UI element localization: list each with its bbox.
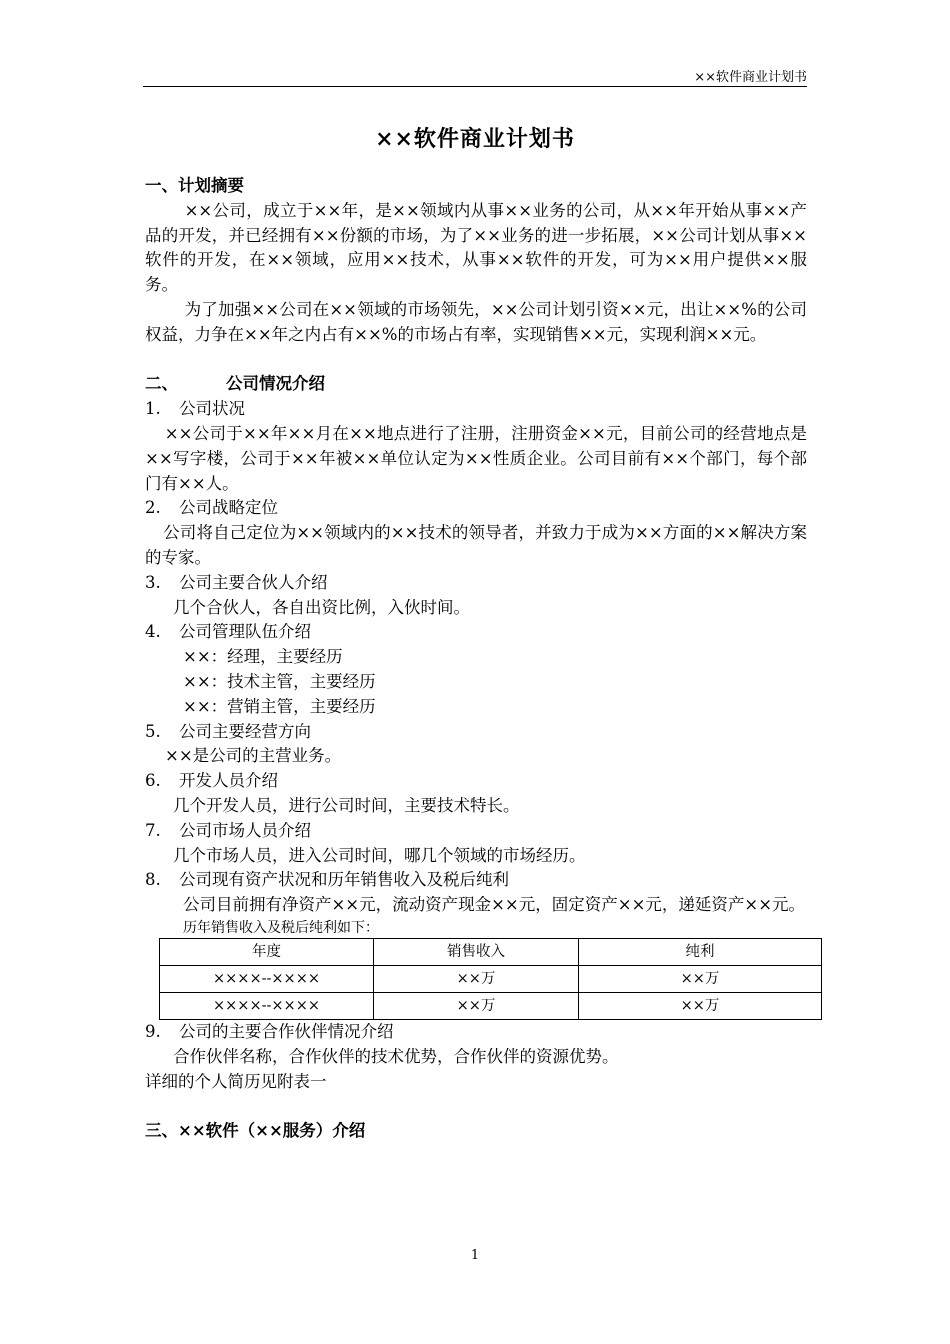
table-cell: ××万 [579, 992, 822, 1019]
item-3-text: 几个合伙人，各自出资比例，入伙时间。 [173, 597, 470, 617]
page-number: 1 [470, 1248, 480, 1263]
item-1-text: ××公司于××年××月在××地点进行了注册，注册资金××元，目前公司的经营地点是××写字楼，公司于××年被××单位认定为××性质企业。公司目前有××个部门，每个部门有××人。 [145, 423, 807, 493]
item-9-text: 合作伙伴名称，合作伙伴的技术优势，合作伙伴的资源优势。 [173, 1046, 619, 1066]
table-header-profit: 纯利 [579, 938, 822, 965]
item-2-text: 公司将自己定位为××领域内的××技术的领导者，并致力于成为××方面的××解决方案的专家。 [145, 523, 807, 567]
table-row [160, 965, 822, 992]
item-5-title: 5. 公司主要经营方向 [145, 721, 311, 741]
table-header-year: 年度 [160, 938, 374, 965]
resume-note: 详细的个人简历见附表一 [145, 1071, 327, 1091]
document-title: ××软件商业计划书 [375, 126, 575, 152]
table-cell: ××万 [579, 965, 822, 992]
manager-line: ××：技术主管，主要经历 [183, 671, 376, 691]
document-body [145, 174, 807, 1144]
table-caption: 历年销售收入及税后纯利如下： [183, 919, 379, 936]
item-6-text: 几个开发人员，进行公司时间，主要技术特长。 [173, 795, 520, 815]
item-2-title: 2. 公司战略定位 [145, 498, 278, 518]
manager-line: ××：营销主管，主要经历 [183, 696, 376, 716]
table-cell: ××××--×××× [160, 992, 374, 1019]
item-8-title: 8. 公司现有资产状况和历年销售收入及税后纯利 [145, 870, 509, 890]
item-7-title: 7. 公司市场人员介绍 [145, 820, 311, 840]
item-4-title: 4. 公司管理队伍介绍 [145, 622, 311, 642]
table-header-row [160, 938, 822, 965]
sales-profit-table [159, 938, 822, 1020]
item-3-title: 3. 公司主要合伙人介绍 [145, 572, 328, 592]
header-divider [143, 86, 807, 87]
item-5-text: ××是公司的主营业务。 [165, 746, 342, 766]
item-1-title: 1. 公司状况 [145, 399, 245, 419]
summary-paragraph-2: 为了加强××公司在××领域的市场领先，××公司计划引资××元，出让××%的公司权益，力争在××年之内占有××%的市场占有率，实现销售××元，实现利润××元。 [145, 299, 807, 344]
item-7-text: 几个市场人员，进入公司时间，哪几个领域的市场经历。 [173, 845, 586, 865]
table-header-sales: 销售收入 [374, 938, 579, 965]
table-cell: ××××--×××× [160, 965, 374, 992]
item-8-text: 公司目前拥有净资产××元，流动资产现金××元，固定资产××元，递延资产××元。 [182, 895, 806, 915]
running-header: ××软件商业计划书 [694, 70, 807, 85]
manager-line: ××：经理，主要经历 [183, 647, 343, 667]
section-1-heading: 一、计划摘要 [145, 176, 244, 195]
section-2-heading: 二、 公司情况介绍 [145, 374, 325, 394]
section-3-heading: 三、××软件（××服务）介绍 [145, 1121, 366, 1141]
table-cell: ××万 [374, 965, 579, 992]
item-9-title: 9. 公司的主要合作伙伴情况介绍 [145, 1021, 394, 1041]
summary-paragraph-1: ××公司，成立于××年，是××领域内从事××业务的公司，从××年开始从事××产品的开发，并已经拥有××份额的市场，为了××业务的进一步拓展，××公司计划从事××软件的开发，在××领域，应用××技术，从事××软件的开发，可为××用户提供××服务。 [145, 200, 807, 295]
table-cell: ××万 [374, 992, 579, 1019]
table-row [160, 992, 822, 1019]
item-6-title: 6. 开发人员介绍 [145, 771, 278, 791]
